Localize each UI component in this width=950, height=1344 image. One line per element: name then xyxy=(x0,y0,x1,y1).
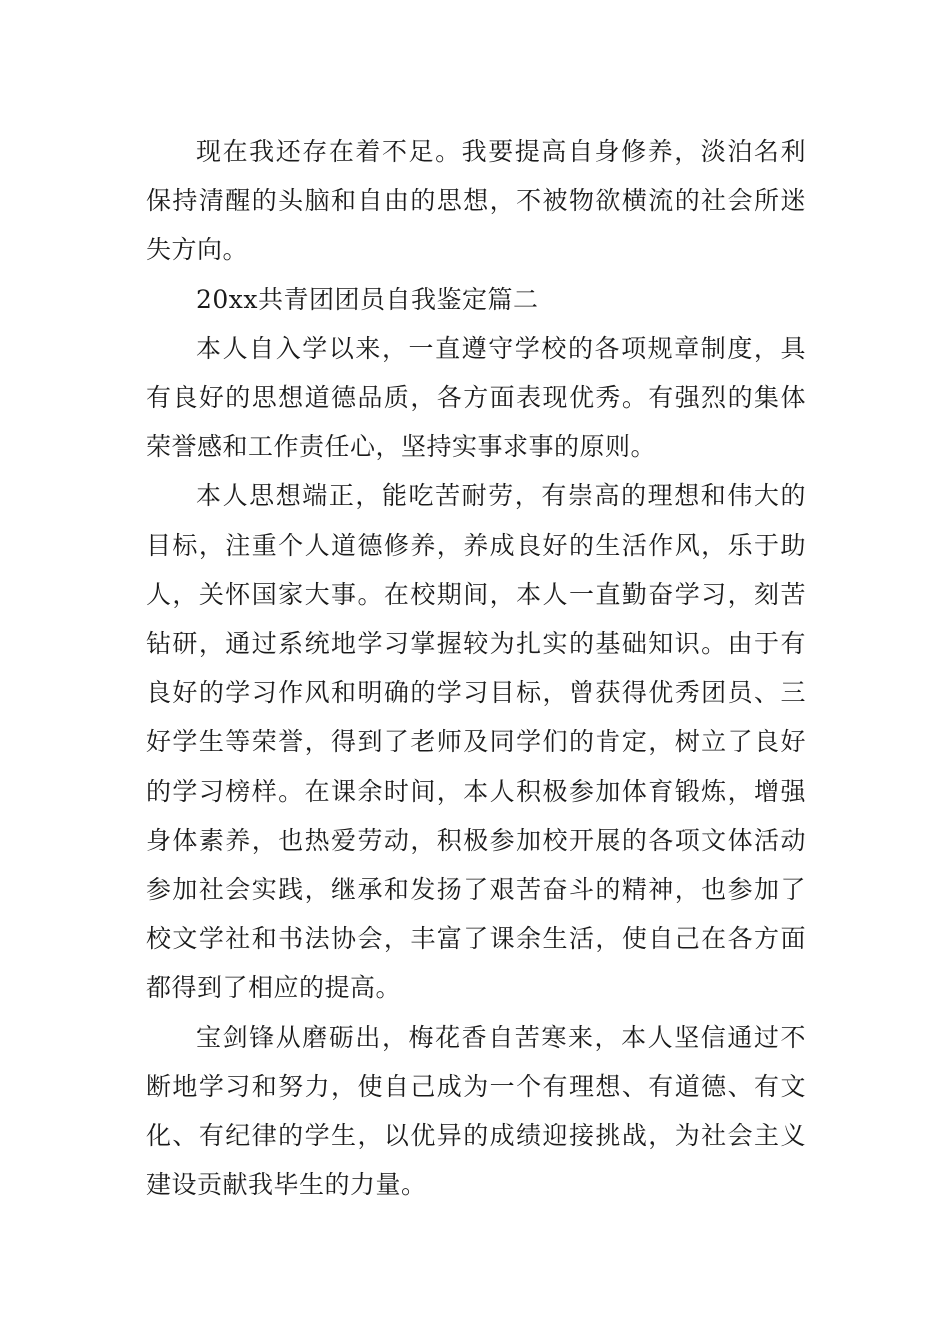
document-body xyxy=(146,127,806,1209)
paragraph-main: 本人思想端正，能吃苦耐劳，有崇高的理想和伟大的目标，注重个人道德修养，养成良好的生活作风，乐于助人，关怀国家大事。在校期间，本人一直勤奋学习，刻苦钻研，通过系统地学习掌握较为扎实的基础知识。由于有良好的学习作风和明确的学习目标，曾获得优秀团员、三好学生等荣誉，得到了老师及同学们的肯定，树立了良好的学习榜样。在课余时间，本人积极参加体育锻炼，增强身体素养，也热爱劳动，积极参加校开展的各项文体活动参加社会实践，继承和发扬了艰苦奋斗的精神，也参加了校文学社和书法协会，丰富了课余生活，使自己在各方面都得到了相应的提高。 xyxy=(146,481,806,1003)
paragraph-closing: 宝剑锋从磨砺出，梅花香自苦寒来，本人坚信通过不断地学习和努力，使自己成为一个有理想、有道德、有文化、有纪律的学生，以优异的成绩迎接挑战，为社会主义建设贡献我毕生的力量。 xyxy=(146,1022,806,1200)
paragraph-continuation: 现在我还存在着不足。我要提高自身修养，淡泊名利保持清醒的头脑和自由的思想，不被物欲横流的社会所迷失方向。 xyxy=(146,137,806,265)
paragraph-intro: 本人自入学以来，一直遵守学校的各项规章制度，具有良好的思想道德品质，各方面表现优秀。有强烈的集体荣誉感和工作责任心，坚持实事求事的原则。 xyxy=(146,333,806,462)
section-heading: 20xx共青团团员自我鉴定篇二 xyxy=(196,284,539,314)
